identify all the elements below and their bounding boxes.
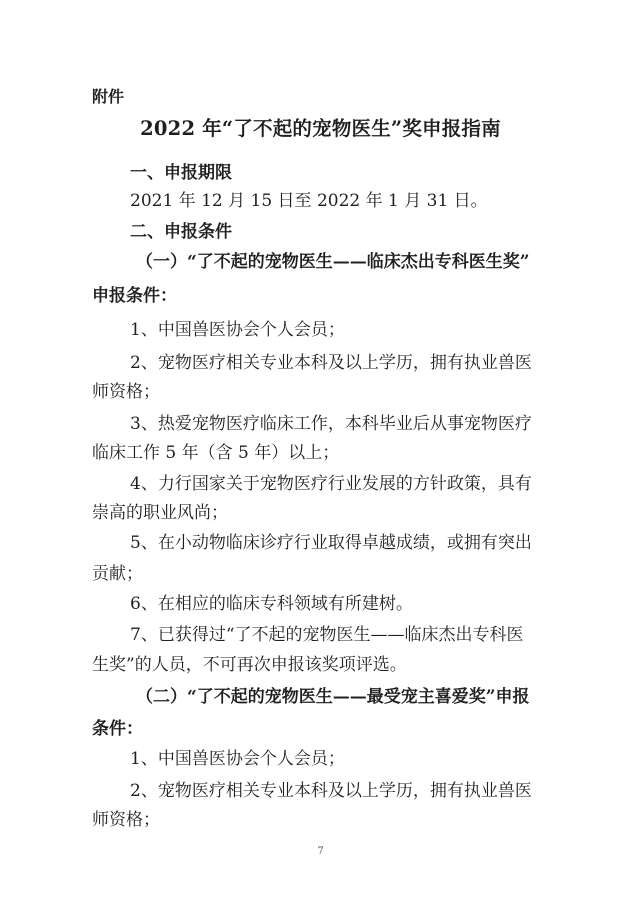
subsection-heading-1-cont: 申报条件： — [92, 286, 177, 306]
period-text: 2021 年 12 月 15 日至 2022 年 1 月 31 日。 — [130, 191, 488, 211]
subsection-heading-2-cont: 条件： — [92, 719, 143, 739]
document-title: 2022 年“了不起的宠物医生”奖申报指南 — [140, 117, 501, 140]
condition-2-2-cont: 师资格； — [92, 810, 160, 830]
section-heading-conditions: 二、申报条件 — [130, 222, 232, 242]
condition-2-1: 1、中国兽医协会个人会员； — [130, 749, 345, 769]
condition-1-4: 4、力行国家关于宠物医疗行业发展的方针政策，具有 — [130, 474, 532, 494]
condition-1-7-cont: 生奖”的人员，不可再次申报该奖项评选。 — [92, 655, 407, 675]
condition-1-2: 2、宠物医疗相关专业本科及以上学历，拥有执业兽医 — [130, 353, 532, 373]
subsection-heading-1: （一）“了不起的宠物医生——临床杰出专科医生奖” — [136, 252, 530, 272]
condition-2-2: 2、宠物医疗相关专业本科及以上学历，拥有执业兽医 — [130, 781, 532, 801]
page-number: 7 — [317, 846, 324, 857]
attachment-label: 附件 — [92, 87, 125, 106]
condition-1-5: 5、在小动物临床诊疗行业取得卓越成绩，或拥有突出 — [130, 533, 532, 553]
condition-1-7: 7、已获得过“了不起的宠物医生——临床杰出专科医 — [130, 625, 524, 645]
condition-1-3-cont: 临床工作 5 年（含 5 年）以上； — [92, 443, 340, 463]
condition-1-2-cont: 师资格； — [92, 382, 160, 402]
condition-1-4-cont: 崇高的职业风尚； — [92, 503, 228, 523]
condition-1-1: 1、中国兽医协会个人会员； — [130, 320, 345, 340]
section-heading-period: 一、申报期限 — [130, 163, 232, 183]
subsection-heading-2: （二）“了不起的宠物医生——最受宠主喜爱奖”申报 — [136, 687, 530, 707]
condition-1-5-cont: 贡献； — [92, 564, 143, 584]
condition-1-6: 6、在相应的临床专科领域有所建树。 — [130, 594, 413, 614]
condition-1-3: 3、热爱宠物医疗临床工作，本科毕业后从事宠物医疗 — [130, 414, 532, 434]
